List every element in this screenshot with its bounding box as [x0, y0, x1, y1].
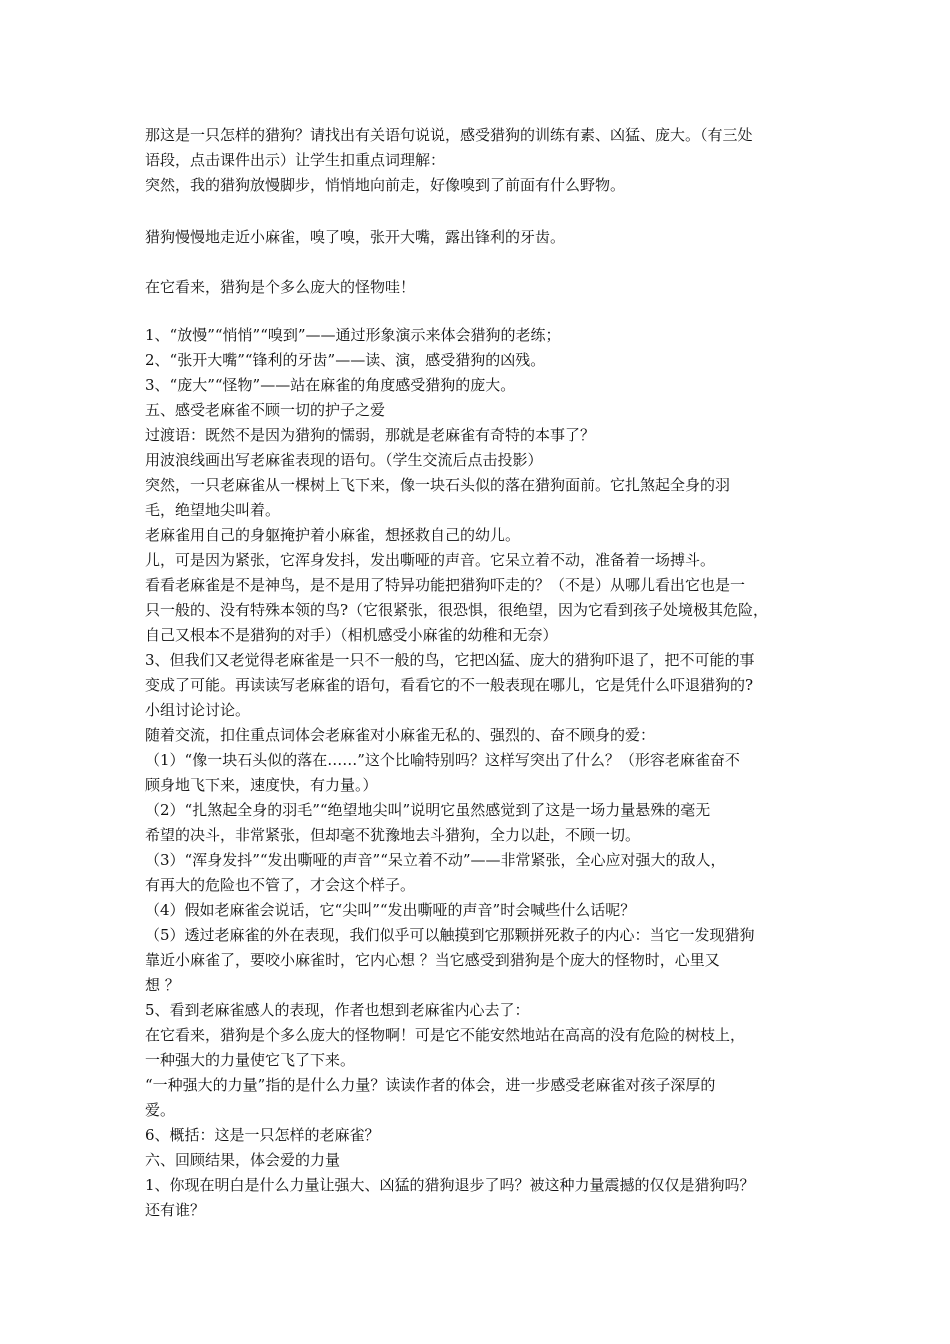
text-line: 有再大的危险也不管了，才会这个样子。 — [145, 876, 416, 894]
text-line: 1、你现在明白是什么力量让强大、凶猛的猎狗退步了吗？被这种力量震撼的仅仅是猎狗吗？ — [145, 1176, 755, 1194]
text-line: 希望的决斗，非常紧张，但却毫不犹豫地去斗猎狗，全力以赴，不顾一切。 — [145, 826, 641, 844]
text-line: 随着交流，扣住重点词体会老麻雀对小麻雀无私的、强烈的、奋不顾身的爱： — [145, 726, 656, 744]
text-line: 顾身地飞下来，速度快，有力量。） — [145, 776, 378, 794]
text-line: 过渡语：既然不是因为猎狗的懦弱，那就是老麻雀有奇特的本事了？ — [145, 426, 596, 444]
section-heading: 五、感受老麻雀不顾一切的护子之爱 — [145, 401, 386, 419]
text-line: 老麻雀用自己的身躯掩护着小麻雀，想拯救自己的幼儿。 — [145, 526, 521, 544]
text-line: （5）透过老麻雀的外在表现，我们似乎可以触摸到它那颗拼死救子的内心：当它一发现猎狗 — [145, 926, 755, 944]
text-line: （3）“浑身发抖”“发出嘶哑的声音”“呆立着不动”——非常紧张，全心应对强大的敌人， — [145, 851, 726, 869]
text-line: 2、“张开大嘴”“锋利的牙齿”——读、演，感受猎狗的凶残。 — [145, 351, 546, 369]
text-line: 靠近小麻雀了，要咬小麻雀时，它内心想 ？当它感受到猎狗是个庞大的怪物时，心里又 — [145, 951, 720, 969]
text-line: 3、但我们又老觉得老麻雀是一只不一般的鸟，它把凶猛、庞大的猎狗吓退了，把不可能的事 — [145, 651, 755, 669]
text-line: 在它看来，猎狗是个多么庞大的怪物哇！ — [145, 278, 416, 296]
text-line: （1）“像一块石头似的落在……”这个比喻特别吗？这样写突出了什么？（形容老麻雀奋不 — [145, 751, 740, 769]
text-line: 爱。 — [145, 1101, 176, 1119]
text-line: 猎狗慢慢地走近小麻雀，嗅了嗅，张开大嘴，露出锋利的牙齿。 — [145, 228, 566, 246]
text-line: 在它看来，猎狗是个多么庞大的怪物啊！可是它不能安然地站在高高的没有危险的树枝上， — [145, 1026, 746, 1044]
text-line: 用波浪线画出写老麻雀表现的语句。（学生交流后点击投影） — [145, 451, 543, 469]
text-line: 突然，一只老麻雀从一棵树上飞下来，像一块石头似的落在猎狗面前。它扎煞起全身的羽 — [145, 476, 731, 494]
text-line: 自己又根本不是猎狗的对手）（相机感受小麻雀的幼稚和无奈） — [145, 626, 558, 644]
text-line: 小组讨论讨论。 — [145, 701, 251, 719]
text-line: 只一般的、没有特殊本领的鸟?（它很紧张，很恐惧，很绝望，因为它看到孩子处境极其危险， — [145, 601, 769, 619]
text-line: 还有谁？ — [145, 1201, 206, 1219]
text-line: 想 ？ — [145, 976, 180, 994]
text-line: 5、看到老麻雀感人的表现，作者也想到老麻雀内心去了： — [145, 1001, 530, 1019]
text-line: （2）“扎煞起全身的羽毛”“绝望地尖叫”说明它虽然感觉到了这是一场力量悬殊的毫无 — [145, 801, 711, 819]
text-line: 1、“放慢”“悄悄”“嗅到”——通过形象演示来体会猎狗的老练； — [145, 326, 561, 344]
text-line: 看看老麻雀是不是神鸟，是不是用了特异功能把猎狗吓走的？（不是）从哪儿看出它也是一 — [145, 576, 746, 594]
text-line: 儿，可是因为紧张，它浑身发抖，发出嘶哑的声音。它呆立着不动，准备着一场搏斗。 — [145, 551, 716, 569]
text-line: （4）假如老麻雀会说话，它“尖叫”“发出嘶哑的声音”时会喊些什么话呢？ — [145, 901, 636, 919]
text-line: 语段，点击课件出示）让学生扣重点词理解： — [145, 151, 446, 169]
text-line: 那这是一只怎样的猎狗？请找出有关语句说说，感受猎狗的训练有素、凶猛、庞大。（有三处 — [145, 126, 753, 144]
text-line: 突然，我的猎狗放慢脚步，悄悄地向前走，好像嗅到了前面有什么野物。 — [145, 176, 626, 194]
text-line: 3、“庞大”“怪物”——站在麻雀的角度感受猎狗的庞大。 — [145, 376, 516, 394]
text-line: 变成了可能。再读读写老麻雀的语句，看看它的不一般表现在哪儿，它是凭什么吓退猎狗的? — [145, 676, 754, 694]
section-heading: 六、回顾结果，体会爱的力量 — [145, 1151, 341, 1169]
text-line: 6、概括：这是一只怎样的老麻雀？ — [145, 1126, 380, 1144]
text-line: “一种强大的力量”指的是什么力量？读读作者的体会，进一步感受老麻雀对孩子深厚的 — [145, 1076, 716, 1094]
text-line: 毛，绝望地尖叫着。 — [145, 501, 281, 519]
text-line: 一种强大的力量使它飞了下来。 — [145, 1051, 356, 1069]
